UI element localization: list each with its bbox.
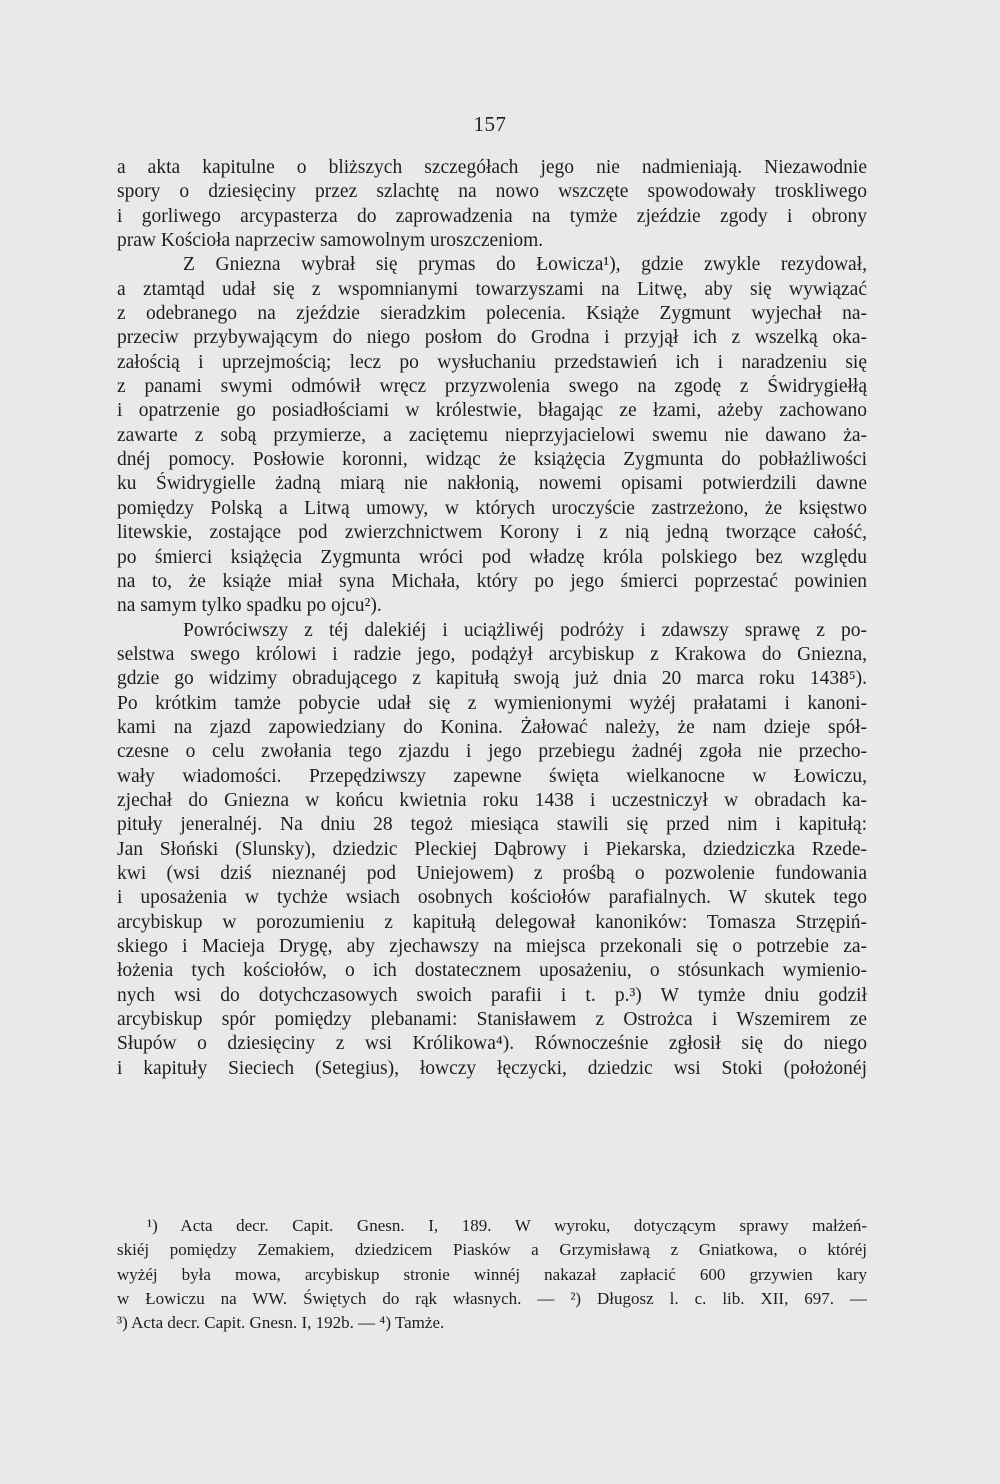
text-line: ku Świdrygielle żadną miarą nie nakłonią, nowemi opisami potwierdzili dawne bbox=[117, 473, 867, 495]
text-line: dnéj pomocy. Posłowie koronni, widząc że książęcia Zygmunta do pobłażliwości bbox=[117, 449, 867, 471]
text-line: gdzie go widzimy obradującego z kapitułą swoją już dnia 20 marca roku 1438⁵). bbox=[117, 668, 867, 690]
footnote-line: skiéj pomiędzy Zemakiem, dziedzicem Piasków a Grzymisławą z Gniatkowa, o któréj bbox=[117, 1240, 867, 1260]
text-line: spory o dziesięciny przez szlachtę na nowo wszczęte spowodowały troskliwego bbox=[117, 181, 867, 203]
text-line: skiego i Macieja Drygę, aby zjechawszy na miejsca przekonali się o potrzebie za- bbox=[117, 936, 867, 957]
text-line: litewskie, zostające pod zwierzchnictwem Korony i z nią jedną tworzące całość, bbox=[117, 522, 867, 544]
text-line: na to, że książe miał syna Michała, który po jego śmierci poprzestać powinien bbox=[117, 570, 867, 592]
text-line: Z Gniezna wybrał się prymas do Łowicza¹), gdzie zwykle rezydował, bbox=[183, 254, 867, 276]
text-line: arcybiskup w porozumieniu z kapitułą delegował kanoników: Tomasza Strzępiń- bbox=[117, 911, 867, 933]
text-line: kami na zjazd zapowiedziany do Konina. Żałować należy, że nam dzieje spół- bbox=[117, 716, 867, 738]
footnote-line: ³) Acta decr. Capit. Gnesn. I, 192b. — ⁴) Tamże. bbox=[117, 1313, 445, 1333]
text-line: łożenia tych kościołów, o ich dostatecznem uposażeniu, o stósunkach wymienio- bbox=[117, 960, 867, 982]
text-line: kwi (wsi dziś nieznanéj pod Uniejowem) z prośbą o pozwolenie fundowania bbox=[117, 862, 867, 884]
text-line: Powróciwszy z téj dalekiéj i uciążliwéj podróży i zdawszy sprawę z po- bbox=[183, 619, 867, 641]
page-number bbox=[0, 112, 1000, 137]
text-line: praw Kościoła naprzeciw samowolnym uroszczeniom. bbox=[117, 230, 544, 252]
text-line: Słupów o dziesięciny z wsi Królikowa⁴). Równocześnie zgłosił się do niego bbox=[117, 1033, 867, 1055]
text-line: Jan Słoński (Slunsky), dziedzic Pleckiej Dąbrowy i Piekarska, dziedziczka Rzede- bbox=[117, 838, 867, 860]
footnotes bbox=[117, 1214, 867, 1335]
text-line: a akta kapitulne o bliższych szczegółach jego nie nadmieniają. Niezawodnie bbox=[117, 157, 867, 178]
text-line: i uposażenia w tychże wsiach osobnych kościołów parafialnych. W skutek tego bbox=[117, 887, 867, 909]
text-line: zjechał do Gniezna w końcu kwietnia roku 1438 i uczestniczył w obradach ka- bbox=[117, 789, 867, 811]
footnote-line: w Łowiczu na WW. Świętych do rąk własnych. — ²) Długosz l. c. lib. XII, 697. — bbox=[117, 1288, 867, 1308]
footnote-line: wyżéj była mowa, arcybiskup stronie winnéj nakazał zapłacić 600 grzywien kary bbox=[117, 1264, 867, 1284]
text-line: nych wsi do dotychczasowych swoich parafii i t. p.³) W tymże dniu godził bbox=[117, 984, 867, 1006]
text-line: i kapituły Sieciech (Setegius), łowczy łęczycki, dziedzic wsi Stoki (położonéj bbox=[117, 1057, 867, 1079]
footnote-line: ¹) Acta decr. Capit. Gnesn. I, 189. W wyroku, dotyczącym sprawy małżeń- bbox=[147, 1216, 867, 1235]
text-line: i gorliwego arcypasterza do zaprowadzenia na tymże zjeździe zgody i obrony bbox=[117, 205, 867, 227]
text-line: na samym tylko spadku po ojcu²). bbox=[117, 595, 382, 617]
text-line: przeciw przybywającym do niego posłom do Grodna i przyjął ich z wszelką oka- bbox=[117, 327, 867, 349]
text-line: arcybiskup spór pomiędzy plebanami: Stanisławem z Ostrożca i Wszemirem ze bbox=[117, 1009, 867, 1031]
text-line: a ztamtąd udał się z wspomnianymi towarzyszami na Litwę, aby się wywiązać bbox=[117, 278, 867, 300]
text-line: po śmierci książęcia Zygmunta wróci pod władzę króla polskiego bez względu bbox=[117, 546, 867, 568]
text-line: i opatrzenie go posiadłościami w królestwie, błagając ze łzami, ażeby zachowano bbox=[117, 400, 867, 422]
text-line: z odebranego na zjeździe sieradzkim polecenia. Książe Zygmunt wyjechał na- bbox=[117, 303, 867, 325]
page-number-text: 157 bbox=[473, 112, 507, 136]
text-line: pomiędzy Polską a Litwą umowy, w których uroczyście zastrzeżono, że księstwo bbox=[117, 497, 867, 519]
text-line: selstwa swego królowi i radzie jego, podążył arcybiskup z Krakowa do Gniezna, bbox=[117, 643, 867, 665]
text-line: pituły jeneralnéj. Na dniu 28 tegoż miesiąca stawili się przed nim i kapitułą: bbox=[117, 814, 867, 836]
text-line: z panami swymi odmówił wręcz przyzwolenia swego na zgodę z Świdrygiełłą bbox=[117, 376, 867, 398]
text-line: wały wiadomości. Przepędziwszy zapewne święta wielkanocne w Łowiczu, bbox=[117, 765, 867, 787]
text-line: czesne o celu zwołania tego zjazdu i jego przebiegu żadnéj zgoła nie przecho- bbox=[117, 741, 867, 763]
body-text bbox=[117, 156, 867, 1081]
text-line: zawarte z sobą przymierze, a zaciętemu nieprzyjacielowi swemu nie dawano ża- bbox=[117, 424, 867, 446]
text-line: załością i uprzejmością; lecz po wysłuchaniu przedstawień ich i naradzeniu się bbox=[117, 351, 867, 373]
text-line: Po krótkim tamże pobycie udał się z wymienionymi wyżéj prałatami i kanoni- bbox=[117, 692, 867, 714]
